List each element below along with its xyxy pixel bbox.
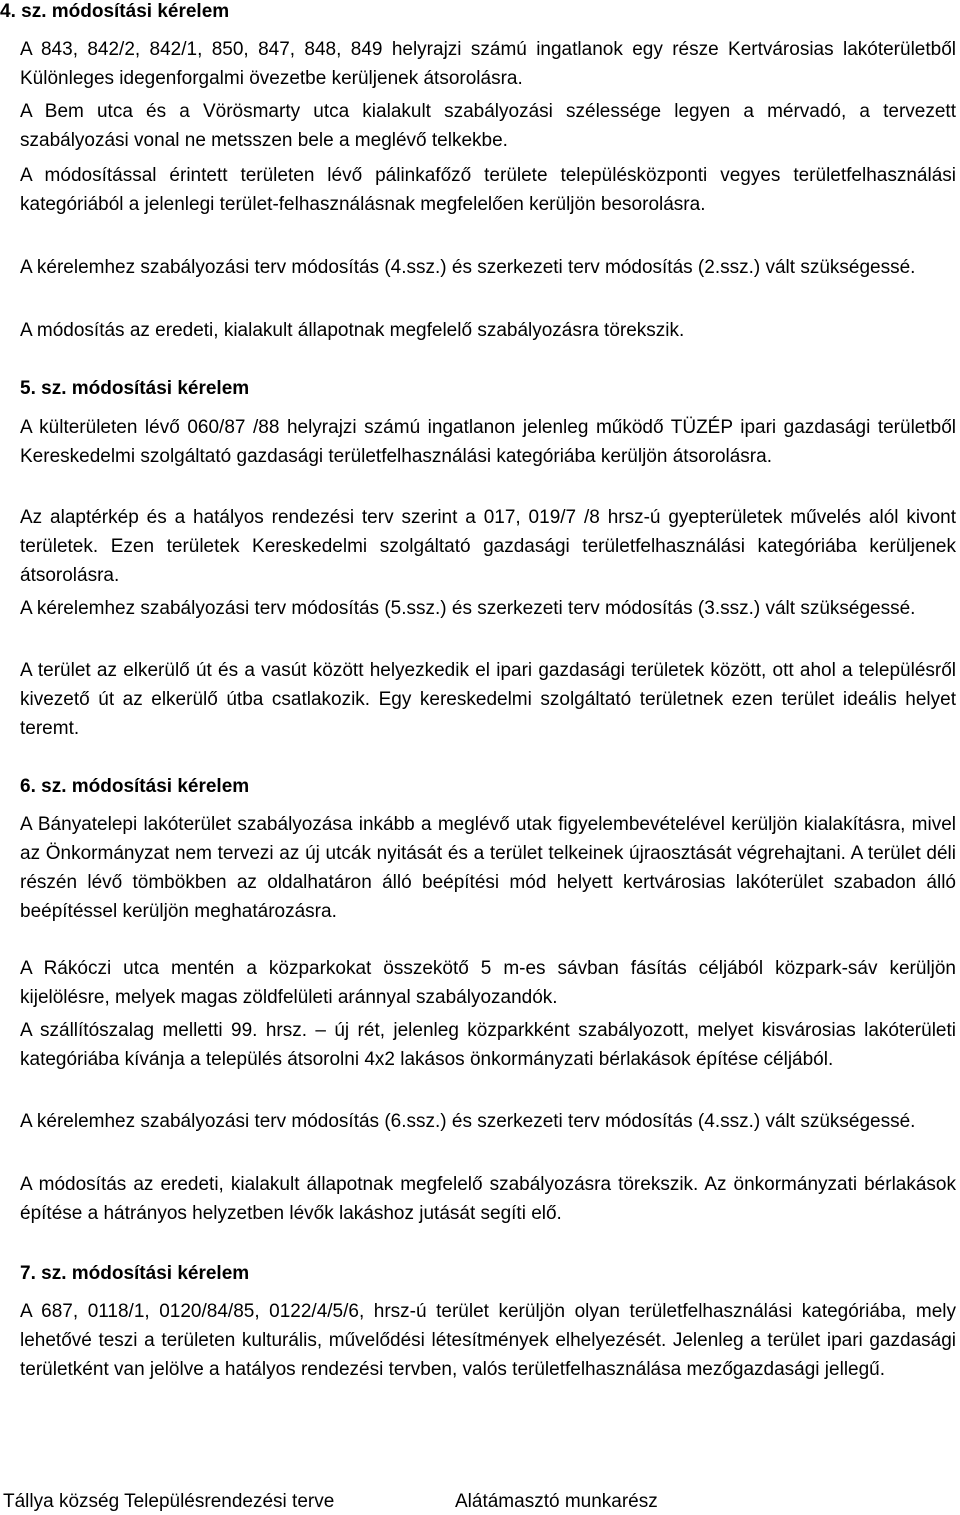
footer-document-title: Tállya község Településrendezési terve <box>3 1491 335 1512</box>
section-title: 4. sz. módosítási kérelem <box>0 1 230 22</box>
section-title: 7. sz. módosítási kérelem <box>20 1263 250 1284</box>
paragraph: A kérelemhez szabályozási terv módosítás (4.ssz.) és szerkezeti terv módosítás (2.ssz.) vált szükségessé. <box>20 257 916 278</box>
section-title: 5. sz. módosítási kérelem <box>20 378 250 399</box>
paragraph: A szállítószalag melletti 99. hrsz. – új rét, jelenleg közparkként szabályozott, melyet kisvárosias lakóterületi kategóriába kívánja a település átsorolni 4x2 lakásos önkormányzati bérlakások építése céljából. <box>20 1020 956 1070</box>
paragraph: A módosítás az eredeti, kialakult állapotnak megfelelő szabályozásra törekszik. Az önkormányzati bérlakások építése a hátrányos helyzetben lévők lakáshoz jutását segíti elő. <box>20 1174 956 1224</box>
paragraph: A 843, 842/2, 842/1, 850, 847, 848, 849 helyrajzi számú ingatlanok egy része Kertvárosias lakóterületből Különleges idegenforgalmi övezetbe kerüljenek átsorolásra. <box>20 39 956 89</box>
footer-section-label: Alátámasztó munkarész <box>455 1491 658 1512</box>
paragraph: Az alaptérkép és a hatályos rendezési terv szerint a 017, 019/7 /8 hrsz-ú gyepterületek művelés alól kivont területek. Ezen területek Kereskedelmi szolgáltató gazdasági területfelhasználási kategóriába kerüljenek átsorolásra. <box>20 507 956 586</box>
paragraph: A terület az elkerülő út és a vasút között helyezkedik el ipari gazdasági területek között, ott ahol a településről kivezető út az elkerülő útba csatlakozik. Egy kereskedelmi szolgáltató területnek ezen terület ideális helyet teremt. <box>20 660 956 739</box>
paragraph: A külterületen lévő 060/87 /88 helyrajzi számú ingatlanon jelenleg működő TÜZÉP ipari gazdasági területből Kereskedelmi szolgáltató gazdasági területfelhasználási kategóriába kerüljön átsorolásra. <box>20 417 956 467</box>
paragraph: A kérelemhez szabályozási terv módosítás (6.ssz.) és szerkezeti terv módosítás (4.ssz.) vált szükségessé. <box>20 1111 916 1132</box>
section-title: 6. sz. módosítási kérelem <box>20 776 250 797</box>
paragraph: A Bem utca és a Vörösmarty utca kialakult szabályozási szélessége legyen a mérvadó, a tervezett szabályozási vonal ne metsszen bele a meglévő telkekbe. <box>20 101 956 151</box>
paragraph: A kérelemhez szabályozási terv módosítás (5.ssz.) és szerkezeti terv módosítás (3.ssz.) vált szükségessé. <box>20 598 916 619</box>
paragraph: A 687, 0118/1, 0120/84/85, 0122/4/5/6, hrsz-ú terület kerüljön olyan területfelhasználási kategóriába, mely lehetővé teszi a területen kulturális, művelődési létesítmények elhelyezését. Jelenleg a terület ipari gazdasági területként van jelölve a hatályos rendezési tervben, valós területfelhasználása mezőgazdasági jellegű. <box>20 1301 956 1380</box>
paragraph: A módosítás az eredeti, kialakult állapotnak megfelelő szabályozásra törekszik. <box>20 320 685 341</box>
paragraph: A Bányatelepi lakóterület szabályozása inkább a meglévő utak figyelembevételével kerüljön kialakításra, mivel az Önkormányzat nem tervezi az új utcák nyitását és a terület telkeinek újraosztását végrehajtani. A terület déli részén lévő tömbökben az oldalhatáron álló beépítési mód helyett kertvárosias lakóterület szabadon álló beépítéssel kerüljön meghatározásra. <box>20 814 956 922</box>
paragraph: A Rákóczi utca mentén a közparkokat összekötő 5 m-es sávban fásítás céljából közpark-sáv kerüljön kijelölésre, melyek magas zöldfelületi aránnyal szabályozandók. <box>20 958 956 1008</box>
paragraph: A módosítással érintett területen lévő pálinkafőző területe településközponti vegyes területfelhasználási kategóriából a jelenlegi terület-felhasználásnak megfelelően kerüljön besorolásra. <box>20 165 956 215</box>
